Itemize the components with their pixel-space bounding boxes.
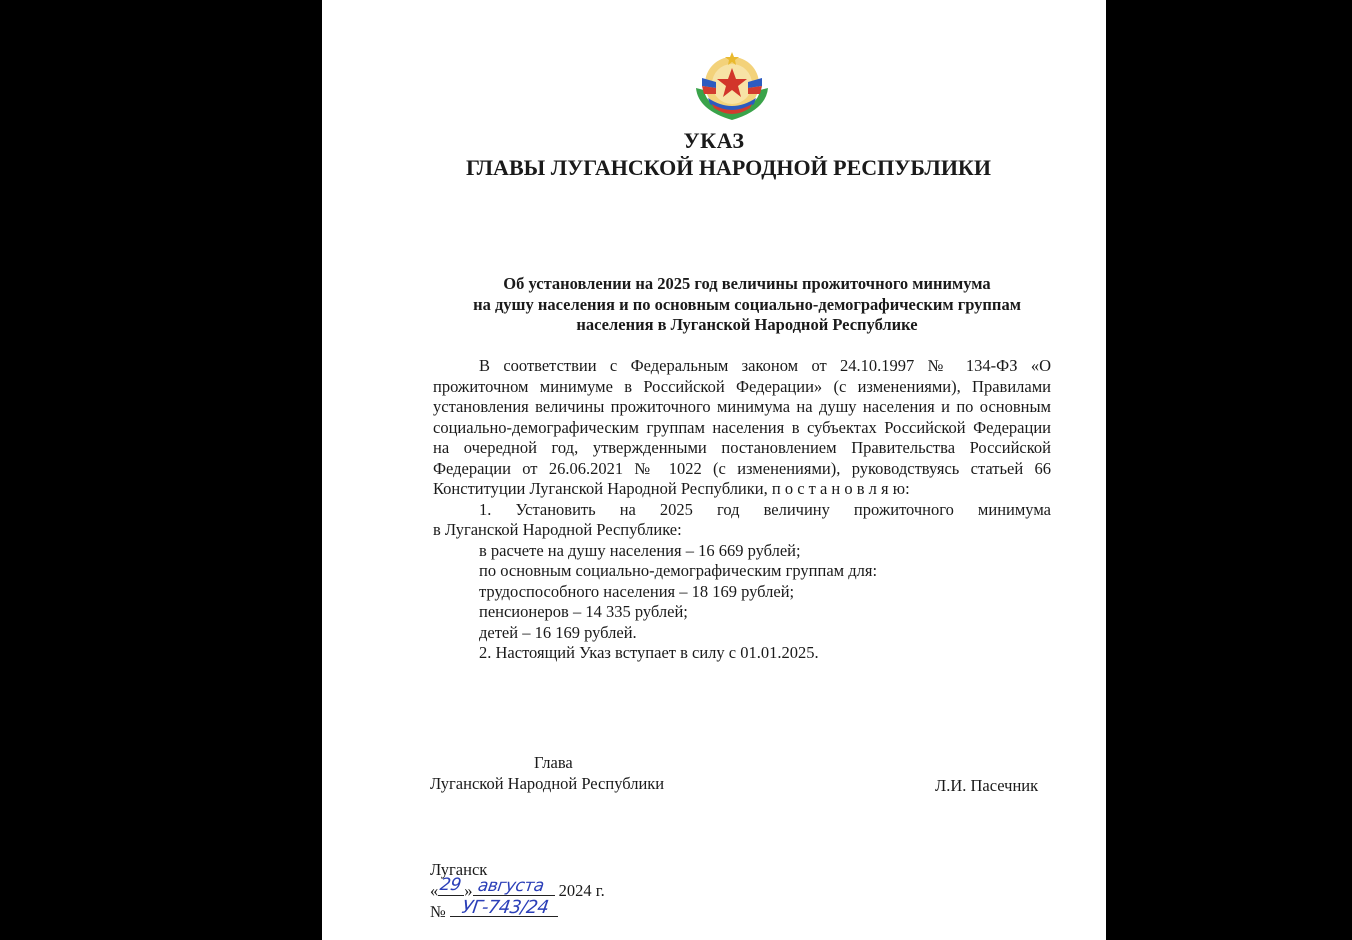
- subject-line: населения в Луганской Народной Республике: [576, 315, 918, 334]
- value-pensioners: пенсионеров – 14 335 рублей;: [479, 602, 688, 621]
- item-1-continuation: в Луганской Народной Республике:: [433, 520, 682, 539]
- document-page: [322, 0, 1106, 940]
- handwritten-month: августа: [476, 876, 546, 896]
- date-year: 2024 г.: [558, 881, 605, 900]
- open-quote: «: [430, 881, 439, 900]
- coat-of-arms-icon: [688, 48, 776, 124]
- decree-issuer-heading: ГЛАВЫ ЛУГАНСКОЙ НАРОДНОЙ РЕСПУБЛИКИ: [465, 155, 991, 180]
- value-per-capita: в расчете на душу населения – 16 669 рублей;: [479, 540, 801, 560]
- decree-body: [433, 356, 1051, 664]
- decree-heading: УКАЗ: [683, 128, 745, 153]
- signatory-title: Глава: [534, 753, 573, 772]
- handwritten-day: 29: [438, 875, 463, 895]
- signatory-org: Луганской Народной Республики: [430, 774, 665, 793]
- value-working-age: трудоспособного населения – 18 169 рублей;: [479, 581, 795, 601]
- signatory-name: Л.И. Пасечник: [935, 776, 1039, 795]
- handwritten-number: УГ-743/24: [460, 897, 550, 918]
- subject-line: Об установлении на 2025 год величины прожиточного минимума: [503, 274, 991, 293]
- subject-line: на душу населения и по основным социально-демографическим группам: [473, 294, 1021, 314]
- place-of-signing: Луганск: [430, 860, 488, 879]
- value-children: детей – 16 169 рублей.: [479, 622, 637, 642]
- item-1-line: 1. Установить на 2025 год величину прожиточного минимума: [479, 499, 1051, 519]
- number-sign: №: [430, 902, 446, 921]
- item-2: 2. Настоящий Указ вступает в силу с 01.01.2025.: [479, 643, 819, 662]
- value-groups-intro: по основным социально-демографическим группам для:: [479, 561, 878, 580]
- decree-subject: [432, 274, 1062, 336]
- preamble-paragraph: В соответствии с Федеральным законом от 24.10.1997 № 134-ФЗ «О прожиточном минимуме в Российской Федерации» (с изменениями), Правилами установления величины прожиточного минимума на душу населения и по основным социально-демографическим группам населения в субъектах Российской Федерации на очередной год, утвержденными постановлением Правительства Российской Федерации от 26.06.2021 № 1022 (с изменениями), руководствуясь статьей 66 Конституции Луганской Народной Республики, п о с т а н о в л я ю:: [433, 356, 1051, 498]
- close-quote: »: [464, 881, 473, 900]
